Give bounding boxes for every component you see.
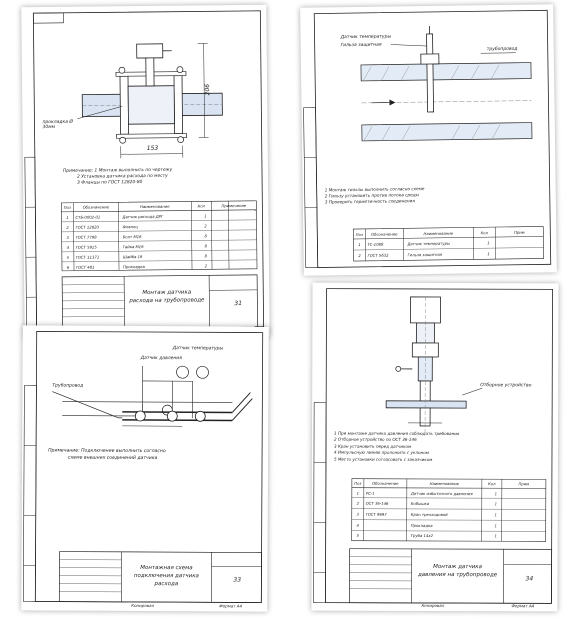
note-line: 4 Импульсную линию проложить с уклоном [333,449,429,456]
sheet-title-line2: расхода на трубопроводе [129,297,205,305]
cell: 5 [356,532,359,538]
col-designation: Обозначение [82,204,110,210]
col-note: Примечание [221,202,247,209]
table-row [352,509,546,520]
col-designation: Обозначение [371,230,398,237]
note-line: 2 Установка датчика расхода по месту [77,173,168,180]
label-pressure-sensor: Датчик давления [140,355,182,362]
sheet-number: 33 [233,576,242,584]
cell: 2 [204,222,207,228]
note-line: 3 Фланцы по ГОСТ 12820-80 [77,180,143,186]
sheet-title-line2: давления на трубопроводе [417,571,498,579]
cell: 1 [494,522,497,528]
cell: ГОСТ 12820 [75,223,99,230]
cell: Фланец [122,223,139,229]
cell: Гайка М16 [122,243,144,249]
note-line: 1 При монтаже датчика давления соблюдать требования [334,430,460,437]
title-block-text [121,564,211,588]
cell: ГОСТ 7798 [75,234,97,240]
cell: ГОСТ 5632 [367,252,389,258]
cell: 1 [494,512,497,518]
sheet-flowmeter-mounting [21,5,269,340]
callout-thermowell: Гильза защитная [340,42,382,49]
sheet-title-line1: Монтаж датчика [142,289,192,297]
notes-block [48,447,166,462]
sheet-title-line2: подключения датчика расхода [133,572,199,588]
cell: Бобышка [410,501,430,507]
cell: 8 [204,232,207,238]
note-line: схеме внешних соединений датчика [68,455,158,462]
table-row [352,488,546,499]
cell: 4 [66,244,70,250]
cell: Прокладка [410,522,433,528]
label-pipe: Трубопровод [52,383,84,389]
col-qty: Кол [488,481,496,487]
notes-block [325,186,425,205]
col-pos: Поз [63,204,71,210]
cell: 8 [204,242,208,248]
cell: 2 [358,252,361,258]
col-designation: Обозначение [372,480,399,486]
col-note: Прим [518,481,530,487]
cell: Труба 14х2 [410,533,434,539]
note-line: 5 Место установки согласовать с заказчиком [333,456,433,462]
sheet-connection-scheme [21,325,268,611]
cell: ГОСТ 5915 [75,244,97,250]
col-pos: Поз [355,231,363,237]
table-row [62,260,257,272]
sheet-number: 31 [234,299,243,308]
note-line: 3 Проверить герметичность соединения [324,198,415,205]
sheet-number: 34 [525,575,534,583]
sheet-title-line1: Монтаж датчика [433,563,483,571]
notes-block [63,168,172,187]
cell: Гильза защитная [407,251,443,258]
footer-copied: Копировал [131,602,155,609]
note-line: 1 Монтаж гильзы выполнить согласно схеме [324,186,425,193]
table-row [352,530,546,541]
cell: ГОСТ 11371 [75,253,100,260]
table-row [352,498,546,509]
flowmeter-dimension: 153 [146,144,159,152]
svg-text:206: 206 [204,83,212,96]
col-note: Прим [513,229,525,235]
cell: 2 [66,224,69,230]
cell: ТС-1088 [367,241,384,247]
cell: 4 [356,522,359,528]
cell: 1 [494,533,497,539]
cell: ГОСТ 9697 [365,511,387,517]
cell: 1 [494,491,498,497]
notes-block [334,431,459,463]
cell: 3 [66,234,69,240]
col-pos: Поз [354,480,362,486]
cell: ГОСТ 481 [75,264,95,270]
title-block-text [412,563,504,579]
cell: 2 [204,262,208,268]
col-qty: Кол [197,203,206,209]
note-line: Примечание: 1 Монтаж выполнить по чертежу [62,167,173,174]
table-row [352,519,546,530]
spec-table [353,226,543,261]
cell: СТБ-0002-01 [75,213,101,220]
spec-table [61,201,257,272]
cell: 1 [356,490,360,496]
spec-table [352,479,546,542]
callout-boss: Отборное устройство [480,383,532,389]
cell: 1 [487,251,490,257]
cell: 1 [494,501,498,507]
cell: 5 [66,254,70,260]
cell: Болт М16 [122,233,142,239]
footer-format: Формат А4 [219,603,243,609]
col-qty: Кол [480,229,489,235]
cell: Датчик расхода ДРГ [122,213,164,219]
title-block-text [124,288,209,305]
sheet-title-line1: Монтажная схема [140,564,193,572]
cell: РС-1 [365,490,375,496]
cell: 8 [204,252,208,258]
cell: 1 [358,241,361,247]
note-line: Примечание: Подключение выполнить согласно [48,448,166,455]
cell: 3 [356,511,359,517]
label-temperature-sensor: Датчик температуры [172,346,224,352]
cell: Прокладка [122,263,145,269]
callout-pipe: трубопровод [486,46,518,53]
sheet-temperature-sensor [300,4,557,276]
footer-copied: Копировал [421,602,445,609]
cell: 1 [204,212,207,218]
callout-sensor: Датчик температуры [340,34,392,41]
cell: 1 [66,214,69,220]
cell: 1 [487,240,490,246]
footer-format: Формат А4 [511,603,535,609]
col-name: Наименование [429,480,460,487]
cell: Кран трехходовой [410,511,448,518]
cell: Датчик температуры [407,240,451,247]
cell: ОСТ 36-146 [365,501,389,507]
note-line: 2 Отборное устройство по ОСТ 36-146 [334,437,417,443]
col-name: Наименование [140,203,170,210]
gasket-callout: прокладка Ø 30мм [42,119,73,131]
cell: 2 [356,501,360,507]
sheet-pressure-sensor [311,283,558,612]
col-name: Наименование [423,230,454,236]
note-line: 2 Гильзу установить против потока среды [324,192,419,199]
cell: 6 [66,264,70,270]
cell: Датчик избыточного давления [410,490,473,496]
cell: Шайба 16 [122,253,143,259]
note-line: 3 Кран установить перед датчиком [333,443,412,449]
